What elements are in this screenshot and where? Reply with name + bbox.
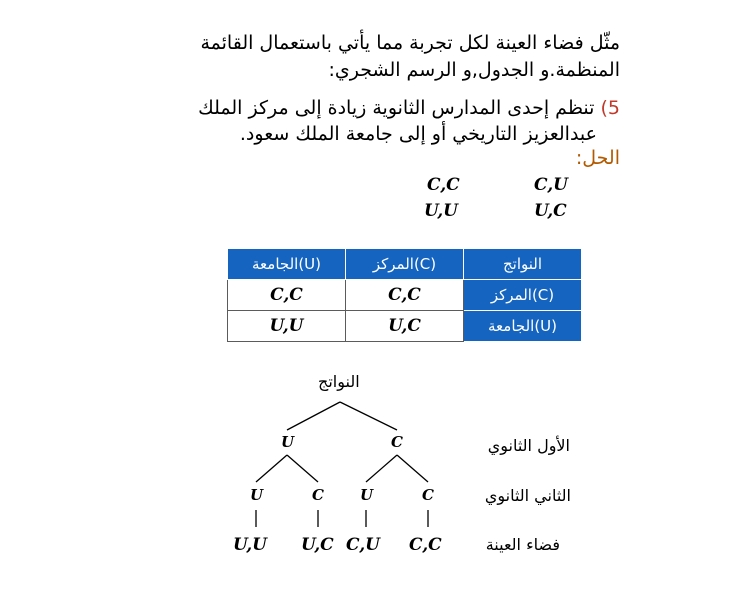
branch-line	[287, 455, 318, 482]
tree-branches	[256, 402, 428, 527]
question-text-2: عبدالعزيز التاريخي أو إلى جامعة الملك سعود.	[239, 123, 597, 145]
tree-node: C	[391, 433, 403, 451]
list-item: U,U	[424, 201, 459, 221]
branch-line	[366, 455, 397, 482]
branch-line	[340, 402, 397, 430]
list-item: U,C	[534, 201, 567, 221]
branch-line	[397, 455, 428, 482]
branch-line	[287, 402, 340, 430]
table-header-outcomes: النواتج	[464, 249, 582, 280]
table-cell: C,C	[346, 280, 464, 311]
heading-line-2: المنظمة.و الجدول,و الرسم الشجري:	[328, 59, 620, 81]
tree-outcome: C,C	[409, 535, 442, 555]
question-text-1: تنظم إحدى المدارس الثانوية زيادة إلى مركز الملك	[198, 97, 595, 119]
tree-level-label: الأول الثانوي	[487, 436, 570, 455]
tree-node: U	[250, 486, 264, 504]
tree-outcome: U,C	[301, 535, 334, 555]
table-header-center: المركز(C)	[346, 249, 464, 280]
table-cell: U,C	[346, 311, 464, 342]
question-number: 5)	[600, 97, 620, 119]
tree-node: C	[422, 486, 434, 504]
table-cell: C,C	[228, 280, 346, 311]
table-cell: U,U	[228, 311, 346, 342]
tree-node: C	[312, 486, 324, 504]
heading-line-1: مثّل فضاء العينة لكل تجربة مما يأتي باستعمال القائمة	[200, 32, 620, 54]
tree-level-label: الثاني الثانوي	[484, 486, 571, 505]
tree-outcome: C,U	[346, 535, 380, 555]
table-row-label: الجامعة(U)	[464, 311, 582, 342]
list-item: C,U	[534, 175, 568, 195]
table-row-label: المركز(C)	[464, 280, 582, 311]
tree-node: U	[281, 433, 295, 451]
solution-label: الحل:	[575, 147, 620, 169]
tree-node: U	[360, 486, 374, 504]
list-item: C,C	[427, 175, 460, 195]
table-header-university: الجامعة(U)	[228, 249, 346, 280]
tree-root: النواتج	[318, 372, 360, 391]
tree-level-label: فضاء العينة	[485, 535, 560, 554]
branch-line	[256, 455, 287, 482]
tree-outcome: U,U	[233, 535, 268, 555]
